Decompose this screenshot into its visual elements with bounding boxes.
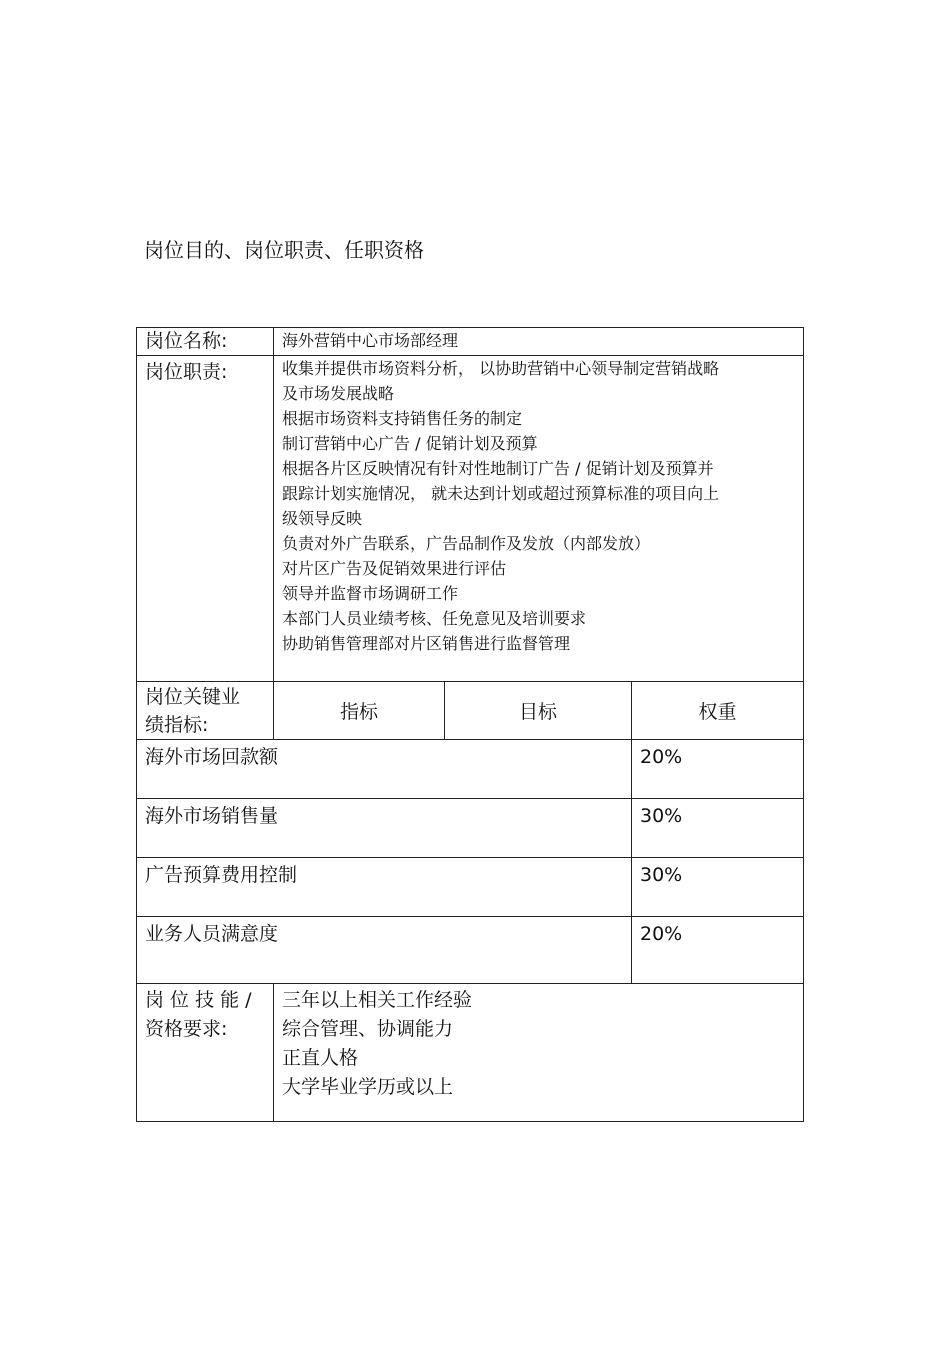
duty-item: 跟踪计划实施情况， 就未达到计划或超过预算标准的项目向上: [282, 484, 720, 503]
kpi-label-line2: 绩指标:: [145, 714, 209, 736]
kpi-label-line1: 岗位关键业: [145, 686, 241, 708]
duty-item: 收集并提供市场资料分析， 以协助营销中心领导制定营销战略: [282, 359, 720, 378]
kpi-row-indicator: 业务人员满意度: [145, 923, 279, 945]
kpi-row-weight: 30%: [640, 805, 683, 827]
row-divider: [136, 983, 804, 984]
skill-item: 三年以上相关工作经验: [282, 989, 473, 1011]
skill-item: 正直人格: [282, 1047, 359, 1069]
duty-item: 领导并监督市场调研工作: [282, 584, 459, 603]
skill-item: 大学毕业学历或以上: [282, 1076, 454, 1098]
duties-label: 岗位职责:: [145, 361, 228, 383]
duty-item: 根据市场资料支持销售任务的制定: [282, 409, 523, 428]
duty-item: 级领导反映: [282, 509, 363, 528]
row-divider: [136, 739, 804, 740]
duty-item: 负责对外广告联系，广告品制作及发放（内部发放）: [282, 534, 651, 553]
row-divider: [136, 798, 804, 799]
kpi-header-indicator: 指标: [339, 701, 378, 723]
kpi-label: [137, 682, 273, 739]
kpi-row-indicator: 海外市场回款额: [145, 746, 279, 768]
duty-item: 本部门人员业绩考核、任免意见及培训要求: [282, 609, 587, 628]
duty-item: 及市场发展战略: [282, 384, 395, 403]
skill-item: 综合管理、协调能力: [282, 1018, 454, 1040]
duty-item: 制订营销中心广告 / 促销计划及预算: [282, 434, 538, 453]
skills-label-line2: 资格要求:: [145, 1018, 228, 1040]
position-name-value: 海外营销中心市场部经理: [282, 331, 459, 350]
duty-item: 根据各片区反映情况有针对性地制订广告 / 促销计划及预算并: [282, 459, 714, 478]
column-divider: [273, 327, 274, 740]
duty-item: 协助销售管理部对片区销售进行监督管理: [282, 634, 571, 653]
table-border-right: [803, 327, 804, 1122]
row-divider: [136, 857, 804, 858]
duties-list: [282, 356, 802, 680]
kpi-row-indicator: 广告预算费用控制: [145, 864, 298, 886]
skills-label: [137, 985, 273, 1121]
skills-label-line1: 岗 位 技 能 /: [145, 989, 252, 1011]
skills-list: [282, 985, 802, 1121]
duty-item: 对片区广告及促销效果进行评估: [282, 559, 507, 578]
position-name-label: 岗位名称:: [145, 330, 228, 352]
kpi-row-weight: 20%: [640, 746, 683, 768]
row-divider: [136, 916, 804, 917]
kpi-row-weight: 20%: [640, 923, 683, 945]
column-divider: [273, 983, 274, 1122]
document-title: 岗位目的、岗位职责、任职资格: [144, 238, 424, 262]
table-border-bottom: [136, 1121, 804, 1122]
kpi-row-indicator: 海外市场销售量: [145, 805, 279, 827]
kpi-header-target: 目标: [518, 701, 557, 723]
kpi-header-weight: 权重: [698, 701, 737, 723]
kpi-row-weight: 30%: [640, 864, 683, 886]
